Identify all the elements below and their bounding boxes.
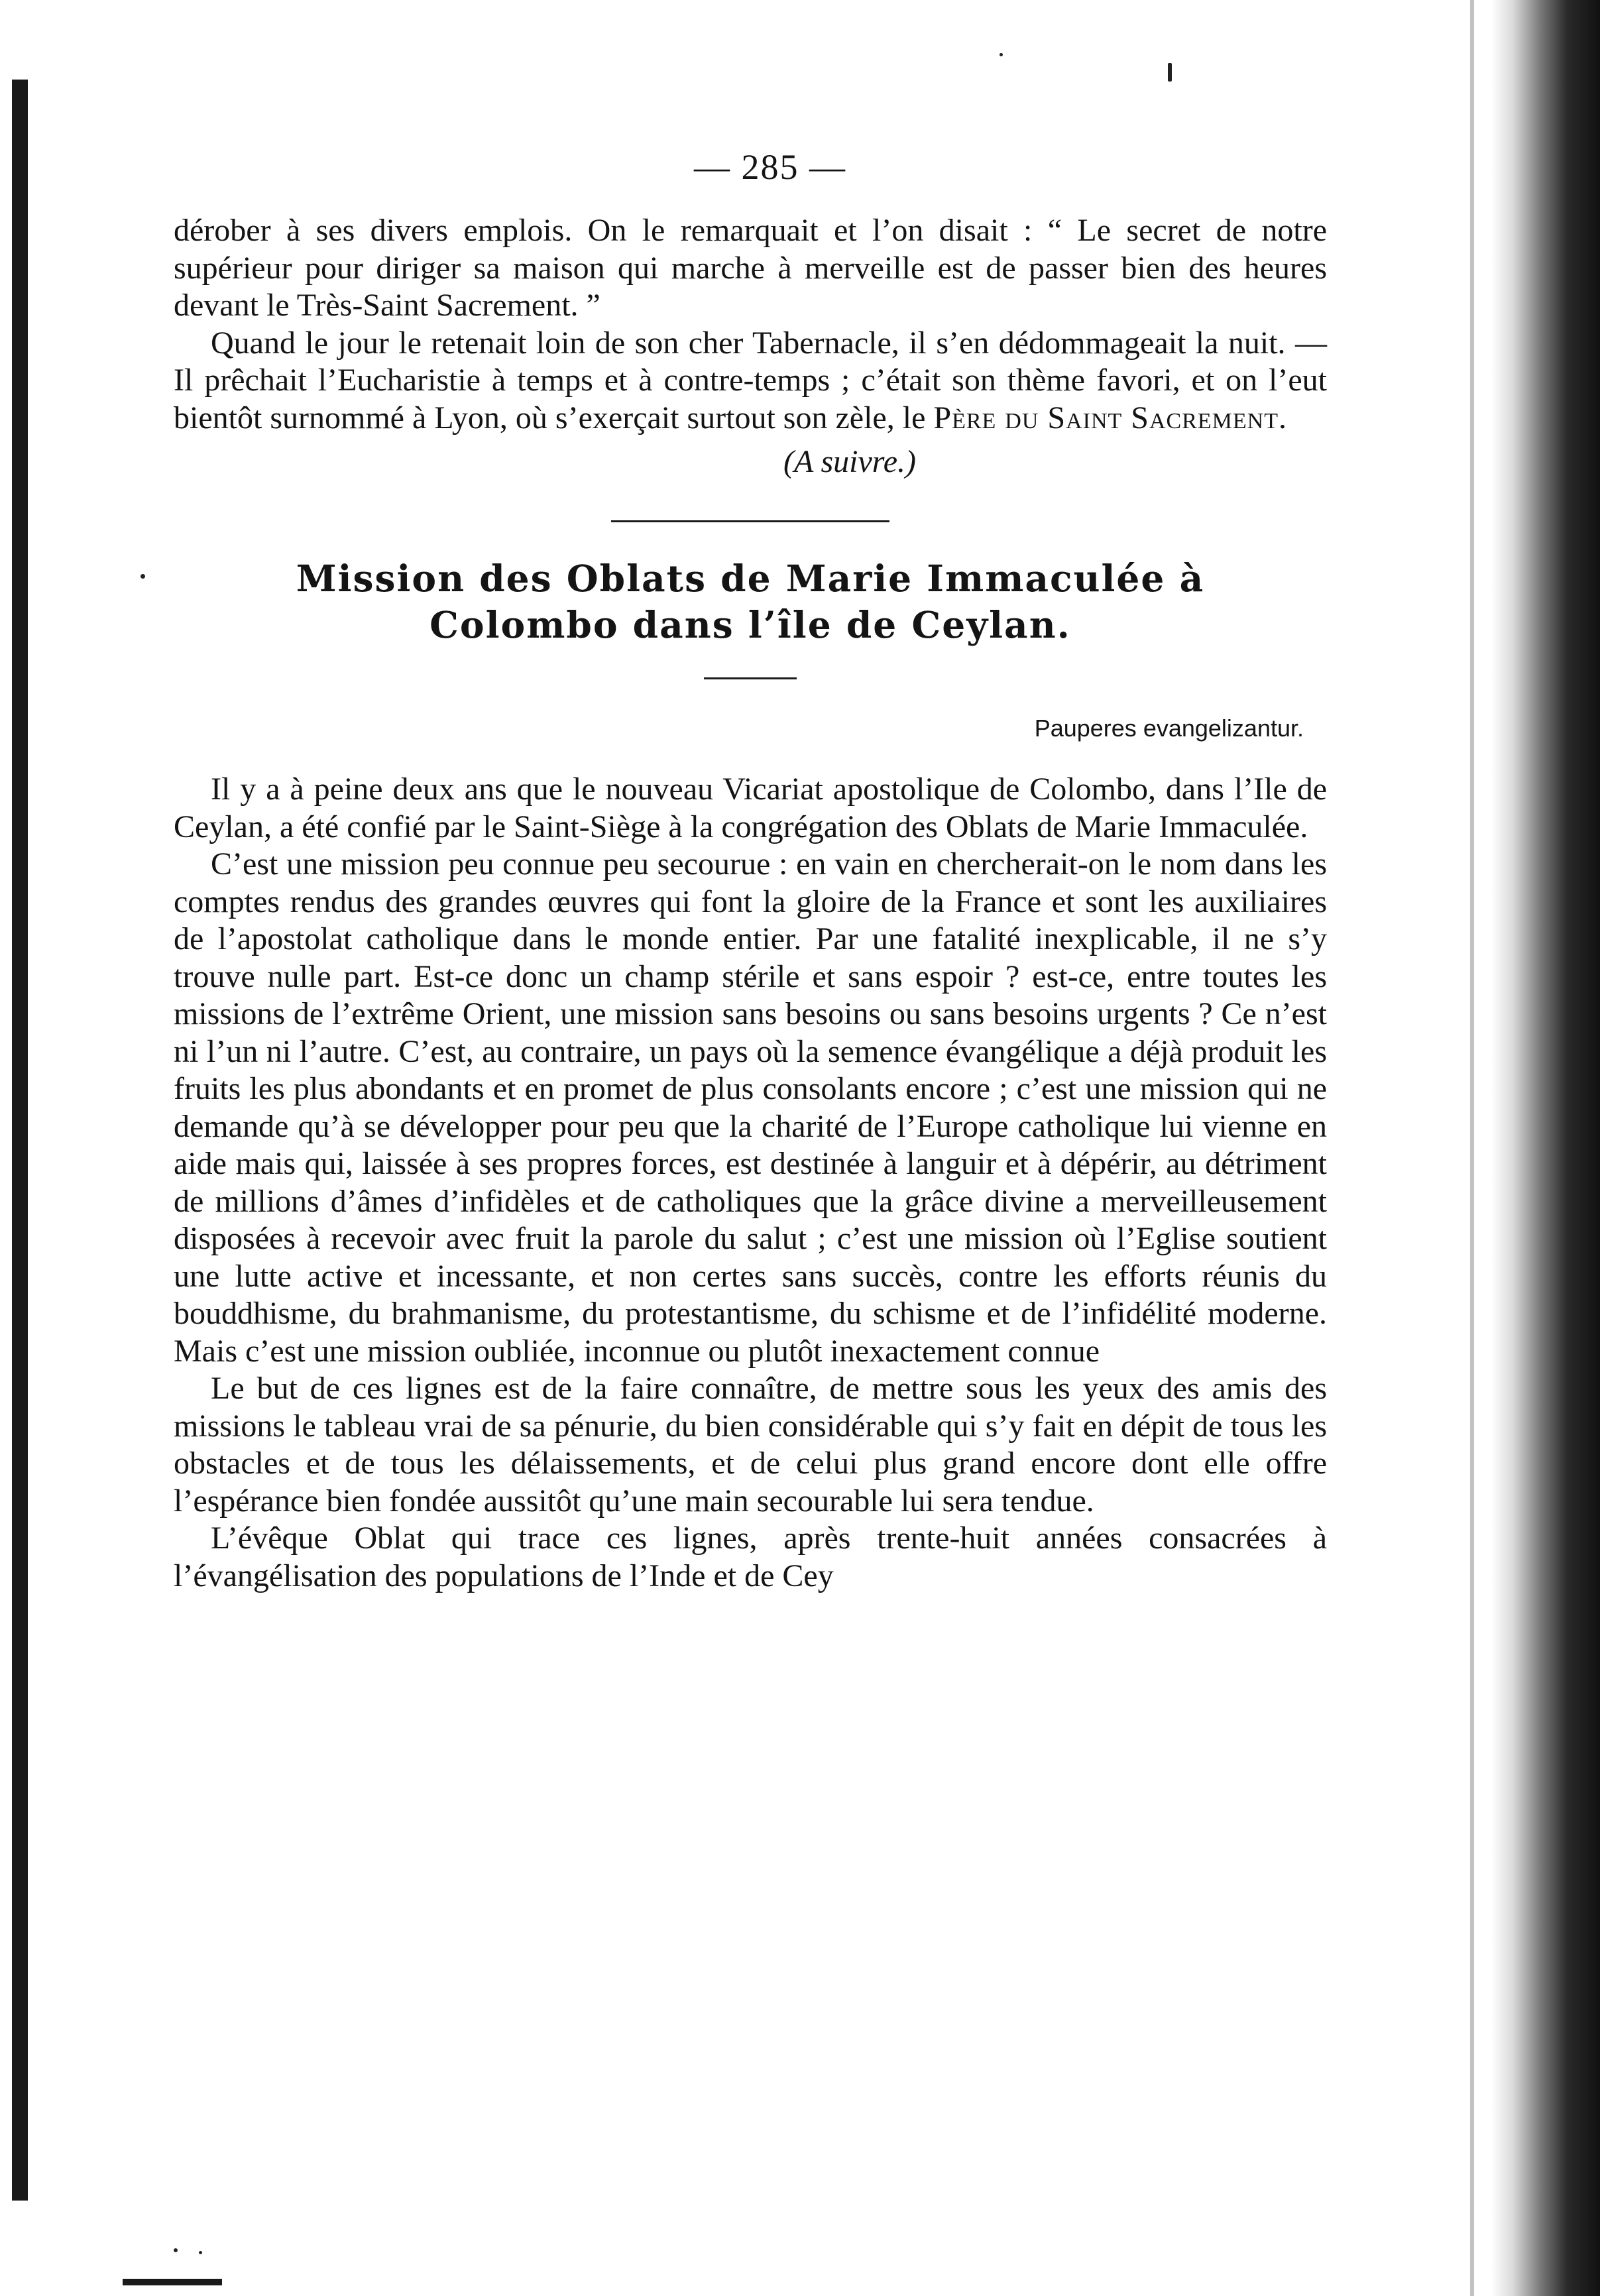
nickname-small-caps: Père du Saint Sacrement bbox=[933, 400, 1279, 435]
article-paragraph-4: L’évêque Oblat qui trace ces lignes, après trente-huit années consacrées à l’évangélisation des populations de l’Inde et de Cey bbox=[174, 1521, 1327, 1593]
scan-speck bbox=[199, 2251, 202, 2254]
scan-speck bbox=[174, 2248, 178, 2252]
title-divider bbox=[704, 677, 797, 679]
scan-speck bbox=[141, 574, 145, 579]
paragraph-eucharist bbox=[174, 325, 1327, 437]
scan-speck bbox=[1000, 53, 1003, 56]
scan-speck bbox=[1168, 63, 1172, 82]
article-paragraph-3: Le but de ces lignes est de la faire connaître, de mettre sous les yeux des amis des missions le tableau vrai de sa pénurie, du bien considérable qui s’y fait en dépit de tous les obstacles et de tous les délaissements, et de celui plus grand encore dont elle offre l’espérance bien fondée aussitôt qu’une main secourable lui sera tendue. bbox=[174, 1371, 1327, 1519]
document-page bbox=[174, 146, 1327, 1595]
scan-bottom-mark bbox=[123, 2279, 222, 2285]
article-body bbox=[174, 771, 1327, 1595]
article-paragraph-1: Il y a à peine deux ans que le nouveau Vicariat apostolique de Colombo, dans l’Ile de Ceylan, a été confié par le Saint-Siège à la congrégation des Oblats de Marie Immaculée. bbox=[174, 772, 1327, 844]
scan-page-edge-line bbox=[1470, 0, 1474, 2296]
scan-left-margin-bar bbox=[12, 80, 28, 2201]
continuation-paragraph: dérober à ses divers emplois. On le remarquait et l’on disait : “ Le secret de notre supérieur pour diriger sa maison qui marche à merveille est de passer bien des heures devant le Très-Saint Sacrement. ” bbox=[174, 213, 1327, 323]
to-be-continued-note: (A suivre.) bbox=[783, 444, 916, 479]
article-paragraph-2: C’est une mission peu connue peu secourue : en vain en chercherait-on le nom dans les comptes rendus des grandes œuvres qui font la gloire de la France et sont les auxiliaires de l’apostolat catholique dans le monde entier. Par une fatalité inexplicable, il ne s’y trouve nulle part. Est-ce donc un champ stérile et sans espoir ? est-ce, entre toutes les missions de l’extrême Orient, une mission sans besoins ou sans besoins urgents ? Ce n’est ni l’un ni l’autre. C’est, au contraire, un pays où la semence évangélique a déjà produit les fruits les plus abondants et en promet de plus consolants encore ; c’est une mission qui ne demande qu’à se développer pour peu que la charité de l’Europe catholique lui vienne en aide mais qui, laissée à ses propres forces, est destinée à languir et à dépérir, au détriment de millions d’âmes d’infidèles et de catholiques que la grâce divine a merveilleusement disposées à recevoir avec fruit la parole du salut ; c’est une mission où l’Eglise soutient une lutte active et incessante, et non certes sans succès, contre les efforts réunis du bouddhisme, du brahmanisme, du protestantisme, du schisme et de l’infidélité moderne. Mais c’est une mission oubliée, inconnue ou plutôt inexactement connue bbox=[174, 846, 1327, 1369]
paragraph-text-end: . bbox=[1278, 400, 1286, 435]
article-title-line-2: Colombo dans l’île de Ceylan. bbox=[429, 603, 1071, 646]
paragraph-text: Quand le jour le retenait loin de son cher Tabernacle, il s’en dédommageait la nuit. — Il prêchait l’Eucharistie à temps et à contre-temps ; c’était son thème favori, et on l’eut bientôt surnommé à Lyon, où s’exerçait surtout son zèle, le bbox=[174, 325, 1327, 435]
epigraph: Pauperes evangelizantur. bbox=[1034, 715, 1304, 742]
article-title-line-1: Mission des Oblats de Marie Immaculée à bbox=[296, 557, 1205, 600]
scan-right-binding-shadow bbox=[1491, 0, 1600, 2296]
article-title bbox=[174, 555, 1327, 648]
section-divider bbox=[611, 520, 889, 522]
previous-article-continuation bbox=[174, 212, 1327, 437]
page-number: — 285 — bbox=[694, 147, 846, 187]
